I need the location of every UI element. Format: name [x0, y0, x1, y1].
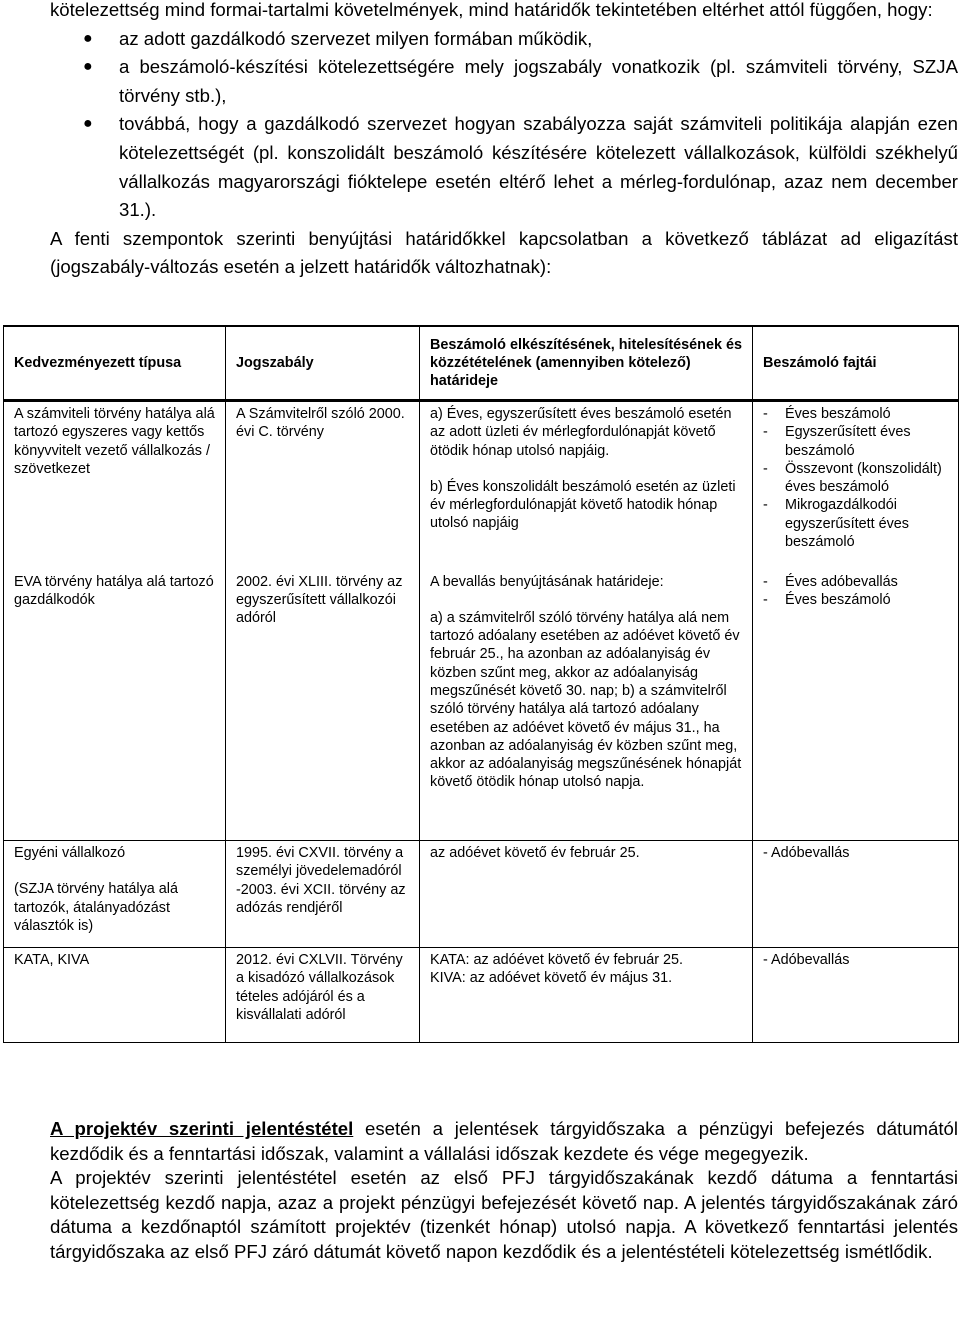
- cell-kinds: - Adóbevallás: [753, 948, 959, 1043]
- header-type: Kedvezményezett típusa: [4, 326, 226, 401]
- list-item: - Éves beszámoló: [763, 406, 891, 422]
- list-item: - Éves beszámoló: [763, 591, 891, 608]
- header-kinds: Beszámoló fajtái: [753, 326, 959, 401]
- list-item: ● az adott gazdálkodó szervezet milyen formában működik,: [50, 25, 958, 54]
- cell-type: A számviteli törvény hatálya alá tartozó egyszeres vagy kettős könyvvitelt vezető vállalkozás / szövetkezet: [4, 401, 226, 570]
- cell-deadline: KATA: az adóévet követő év február 25. KIVA: az adóévet követő év május 31.: [420, 948, 753, 1043]
- cell-kinds: [753, 401, 959, 570]
- cell-kinds: [753, 570, 959, 841]
- list-item: - Összevont (konszolidált) éves beszámoló: [763, 460, 942, 496]
- kinds-list: [763, 405, 952, 551]
- list-item: - Mikrogazdálkodói egyszerűsített éves beszámoló: [763, 497, 909, 551]
- underlined-heading: A projektév szerinti jelentéstétel: [50, 1118, 354, 1139]
- header-law: Jogszabály: [226, 326, 420, 401]
- intro-line: kötelezettség mind formai-tartalmi követelmények, mind határidők tekintetében eltérhet attól függően, hogy:: [50, 0, 933, 20]
- cell-deadline: A bevallás benyújtásának határideje: a) a számvitelről szóló törvény hatálya alá nem tartozó adóalany esetében az adóévet követő év február 25., ha azonban az adóalanyiság év közben szűnt meg, akkor az adóalanyiság megszűnését követő 30. nap; b) a számvitelről szóló törvény hatálya alá tartozó adóalany esetében az adóévet követő év május 31., ha azonban az adóalanyiság év közben szűnt meg, akkor az adóalanyiság megszűnésének hónapját követő ötödik hónap utolsó napja.: [420, 570, 753, 841]
- cell-deadline: a) Éves, egyszerűsített éves beszámoló esetén az adott üzleti év mérlegfordulónapját követő ötödik hónap utolsó napjáig. b) Éves konszolidált beszámoló esetén az üzleti év mérlegfordulónapját követő hatodik hónap utolsó napjáig: [420, 401, 753, 570]
- bullet-icon: ●: [83, 115, 93, 133]
- intro-section: [50, 0, 958, 282]
- cell-law: 2012. évi CXLVII. Törvény a kisadózó vállalkozások tételes adójáról és a kisvállalati adóról: [226, 948, 420, 1043]
- list-item: ● a beszámoló-készítési kötelezettségére mely jogszabály vonatkozik (pl. számviteli törvény, SZJA törvény stb.),: [50, 53, 958, 110]
- list-item: ● továbbá, hogy a gazdálkodó szervezet hogyan szabályozza saját számviteli politikája alapján ezen kötelezettségét (pl. konszolidált beszámoló készítésére kötelezett vállalkozások, külföldi székhelyű vállalkozás magyarországi fióktelepe esetén eltérő lehet a mérleg-fordulónap, azaz nem december 31.).: [50, 110, 958, 224]
- list-item: - Éves adóbevallás: [763, 573, 898, 590]
- outro-paragraph: A projektév szerinti jelentéstétel esetén az első PFJ tárgyidőszakának kezdő dátuma a fenntartási kötelezettség kezdő napja, azaz a projekt pénzügyi befejezését követő nap. A jelentés tárgyidőszakának záró dátuma a kezdőnaptól számított projektév (tizenkét hónap) utolsó napja. A következő fenntartási jelentés tárgyidőszaka az első PFJ záró dátumát követő napon kezdődik és a jelentéstételi kötelezettség ismétlődik.: [50, 1167, 958, 1262]
- cell-law: 1995. évi CXVII. törvény a személyi jövedelemadóról -2003. évi XCII. törvény az adózás rendjéről: [226, 841, 420, 948]
- outro-section: [50, 1117, 958, 1264]
- cell-law: 2002. évi XLIII. törvény az egyszerűsített vállalkozói adóról: [226, 570, 420, 841]
- header-deadline: Beszámoló elkészítésének, hitelesítésének és közzétételének (amennyiben kötelező) határideje: [420, 326, 753, 401]
- kinds-list: [763, 573, 952, 610]
- cell-deadline: az adóévet követő év február 25.: [420, 841, 753, 948]
- bullet-icon: ●: [83, 58, 93, 76]
- bullet-icon: ●: [83, 29, 93, 47]
- intro-bullet-list: [50, 25, 958, 225]
- table-row: [4, 570, 959, 841]
- cell-law: A Számvitelről szóló 2000. évi C. törvény: [226, 401, 420, 570]
- cell-kinds: - Adóbevallás: [753, 841, 959, 948]
- deadline-table: [3, 325, 959, 1043]
- table-row: [4, 948, 959, 1043]
- cell-type: Egyéni vállalkozó (SZJA törvény hatálya alá tartozók, átalányadózást választók is): [4, 841, 226, 948]
- cell-type: EVA törvény hatálya alá tartozó gazdálkodók: [4, 570, 226, 841]
- cell-type: KATA, KIVA: [4, 948, 226, 1043]
- outro-paragraph: A projektév szerinti jelentéstétel esetén a jelentések tárgyidőszaka a pénzügyi befejezés dátumától kezdődik és a fenntartási időszak, valamint a vállalási időszak kezdete és vége megegyezik.: [50, 1118, 959, 1164]
- intro-paragraph: A fenti szempontok szerinti benyújtási határidőkkel kapcsolatban a következő táblázat ad eligazítást (jogszabály-változás esetén a jelzett határidők változhatnak):: [50, 227, 958, 278]
- table-header-row: [4, 326, 959, 401]
- list-item: - Egyszerűsített éves beszámoló: [763, 424, 911, 459]
- table-row: [4, 401, 959, 570]
- table-row: [4, 841, 959, 948]
